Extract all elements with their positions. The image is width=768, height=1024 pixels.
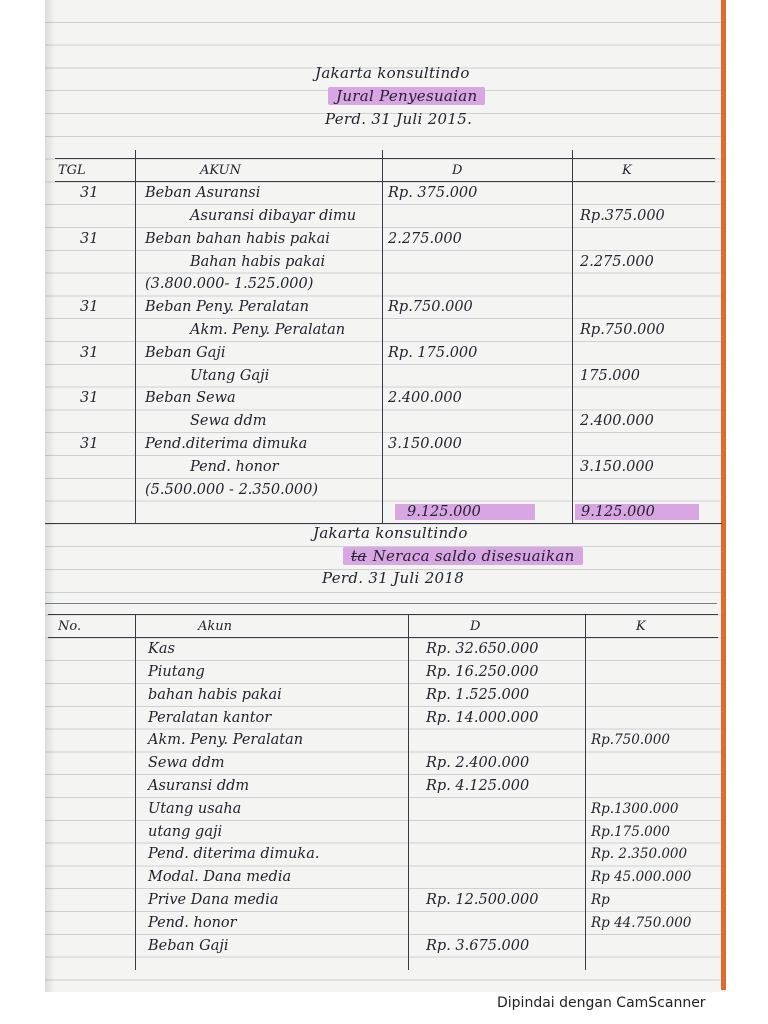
date-cell bbox=[55, 384, 135, 387]
credit-cell bbox=[572, 452, 715, 455]
debit-cell bbox=[408, 862, 585, 865]
debit-cell: 3.150.000 bbox=[388, 435, 462, 452]
no-cell bbox=[48, 931, 135, 934]
debit-cell: Rp. 16.250.000 bbox=[426, 663, 539, 680]
balance-row bbox=[48, 934, 718, 957]
journal-row bbox=[55, 478, 715, 501]
debit-cell: Rp. 175.000 bbox=[388, 344, 478, 361]
journal-row bbox=[55, 432, 715, 455]
notebook-edge bbox=[721, 0, 726, 990]
date-cell: 31 bbox=[80, 344, 99, 361]
account-cell: Asuransi dibayar dimu bbox=[190, 207, 357, 224]
debit-cell: Rp. 12.500.000 bbox=[426, 891, 539, 908]
journal-title bbox=[328, 87, 485, 105]
account-cell: Akm. Peny. Peralatan bbox=[148, 732, 304, 749]
date-cell bbox=[55, 429, 135, 432]
debit-cell bbox=[382, 292, 572, 295]
credit-cell bbox=[585, 794, 718, 797]
no-cell bbox=[48, 726, 135, 729]
no-cell bbox=[48, 840, 135, 843]
balance-company: Jakarta konsultindo bbox=[313, 524, 468, 542]
credit-cell bbox=[585, 657, 718, 660]
balance-period: Perd. 31 Juli 2018 bbox=[322, 569, 465, 587]
journal-table bbox=[55, 159, 715, 524]
date-cell bbox=[55, 292, 135, 295]
balance-row bbox=[48, 797, 718, 820]
header-debit: D bbox=[470, 619, 481, 635]
header-date: TGL bbox=[58, 163, 86, 179]
debit-cell: Rp. 375.000 bbox=[388, 185, 478, 202]
credit-cell: Rp.375.000 bbox=[580, 207, 665, 224]
balance-table bbox=[48, 615, 718, 957]
header-credit: K bbox=[622, 163, 632, 179]
journal-row bbox=[55, 273, 715, 296]
credit-cell bbox=[572, 247, 715, 250]
journal-body bbox=[55, 181, 715, 500]
credit-cell: Rp bbox=[591, 891, 610, 908]
account-cell: Pend. honor bbox=[190, 458, 279, 475]
no-cell bbox=[48, 680, 135, 683]
debit-cell bbox=[382, 429, 572, 432]
credit-cell bbox=[572, 292, 715, 295]
account-cell: Utang Gaji bbox=[190, 367, 270, 384]
account-cell: bahan habis pakai bbox=[148, 686, 282, 703]
balance-row bbox=[48, 774, 718, 797]
balance-row bbox=[48, 706, 718, 729]
balance-row bbox=[48, 683, 718, 706]
journal-row bbox=[55, 387, 715, 410]
balance-row bbox=[48, 660, 718, 683]
no-cell bbox=[48, 954, 135, 957]
journal-company: Jakarta konsultindo bbox=[315, 64, 470, 82]
balance-row bbox=[48, 820, 718, 843]
credit-cell: Rp 45.000.000 bbox=[591, 869, 692, 886]
journal-row bbox=[55, 364, 715, 387]
account-cell: Prive Dana media bbox=[148, 891, 279, 908]
debit-cell: 2.400.000 bbox=[388, 390, 462, 407]
account-cell: Pend.diterima dimuka bbox=[145, 435, 308, 452]
date-cell: 31 bbox=[80, 299, 99, 316]
account-cell: Beban Gaji bbox=[145, 344, 226, 361]
debit-cell bbox=[408, 885, 585, 888]
account-cell: (5.500.000 - 2.350.000) bbox=[145, 481, 319, 498]
debit-cell bbox=[408, 748, 585, 751]
credit-cell bbox=[585, 726, 718, 729]
credit-cell: 3.150.000 bbox=[580, 458, 654, 475]
account-cell: Pend. diterima dimuka. bbox=[148, 846, 320, 863]
debit-cell bbox=[408, 817, 585, 820]
journal-row bbox=[55, 318, 715, 341]
credit-cell: Rp.750.000 bbox=[580, 321, 665, 338]
account-cell: Kas bbox=[148, 641, 175, 658]
account-cell: Peralatan kantor bbox=[148, 709, 272, 726]
balance-title-text: Neraca saldo disesuaikan bbox=[372, 547, 575, 565]
journal-row bbox=[55, 409, 715, 432]
debit-cell bbox=[408, 931, 585, 934]
credit-cell bbox=[585, 771, 718, 774]
no-cell bbox=[48, 862, 135, 865]
account-cell: Beban Asuransi bbox=[145, 185, 261, 202]
balance-row bbox=[48, 865, 718, 888]
date-cell: 31 bbox=[80, 230, 99, 247]
header-debit: D bbox=[452, 163, 463, 179]
journal-title-text: Jural Penyesuaian bbox=[328, 87, 485, 105]
struck-prefix: ta bbox=[351, 547, 367, 565]
balance-title bbox=[343, 547, 583, 565]
credit-cell bbox=[585, 703, 718, 706]
account-cell: Beban Sewa bbox=[145, 390, 236, 407]
scanner-watermark: Dipindai dengan CamScanner bbox=[497, 995, 706, 1011]
credit-cell: Rp. 2.350.000 bbox=[591, 846, 688, 863]
credit-cell: 2.400.000 bbox=[580, 413, 654, 430]
total-debit-cell bbox=[382, 504, 572, 523]
journal-row bbox=[55, 341, 715, 364]
account-cell: Sewa ddm bbox=[148, 755, 225, 772]
debit-cell: 2.275.000 bbox=[388, 230, 462, 247]
credit-cell: 2.275.000 bbox=[580, 253, 654, 270]
date-cell bbox=[55, 270, 135, 273]
credit-cell bbox=[572, 498, 715, 501]
date-cell bbox=[55, 498, 135, 501]
balance-row bbox=[48, 729, 718, 752]
header-credit: K bbox=[636, 619, 646, 635]
account-cell: Beban Peny. Peralatan bbox=[145, 299, 309, 316]
debit-cell: Rp. 14.000.000 bbox=[426, 709, 539, 726]
total-account-cell bbox=[135, 520, 382, 523]
credit-cell: Rp 44.750.000 bbox=[591, 914, 692, 931]
journal-header-row bbox=[55, 159, 715, 182]
credit-cell bbox=[572, 406, 715, 409]
journal-row bbox=[55, 455, 715, 478]
account-cell: Beban Gaji bbox=[148, 937, 229, 954]
debit-cell: Rp. 1.525.000 bbox=[426, 686, 530, 703]
credit-cell: 175.000 bbox=[580, 367, 640, 384]
balance-row bbox=[48, 888, 718, 911]
credit-cell bbox=[572, 315, 715, 318]
journal-total-row bbox=[55, 501, 715, 524]
journal-row bbox=[55, 181, 715, 204]
total-date-cell bbox=[55, 520, 135, 523]
account-cell: Piutang bbox=[148, 663, 205, 680]
balance-row bbox=[48, 843, 718, 866]
no-cell bbox=[48, 771, 135, 774]
date-cell bbox=[55, 338, 135, 341]
date-cell bbox=[55, 224, 135, 227]
balance-upper-rule bbox=[45, 603, 717, 604]
journal-row bbox=[55, 295, 715, 318]
credit-cell: Rp.1300.000 bbox=[591, 800, 679, 817]
no-cell bbox=[48, 794, 135, 797]
journal-period: Perd. 31 Juli 2015. bbox=[325, 110, 473, 128]
debit-cell: Rp. 32.650.000 bbox=[426, 641, 539, 658]
account-cell: Modal. Dana media bbox=[148, 869, 292, 886]
total-credit: 9.125.000 bbox=[575, 504, 699, 520]
date-cell: 31 bbox=[80, 390, 99, 407]
no-cell bbox=[48, 703, 135, 706]
date-cell: 31 bbox=[80, 435, 99, 452]
debit-cell bbox=[382, 384, 572, 387]
header-account: Akun bbox=[198, 619, 233, 635]
account-cell: Beban bahan habis pakai bbox=[145, 230, 330, 247]
account-cell: Pend. honor bbox=[148, 914, 237, 931]
balance-header-row bbox=[48, 615, 718, 638]
debit-cell: Rp. 3.675.000 bbox=[426, 937, 530, 954]
debit-cell bbox=[382, 270, 572, 273]
no-cell bbox=[48, 817, 135, 820]
debit-cell bbox=[408, 840, 585, 843]
credit-cell bbox=[585, 680, 718, 683]
no-cell bbox=[48, 748, 135, 751]
total-credit-cell bbox=[572, 504, 715, 523]
credit-cell bbox=[585, 954, 718, 957]
debit-cell bbox=[382, 475, 572, 478]
credit-cell bbox=[572, 361, 715, 364]
debit-cell: Rp. 2.400.000 bbox=[426, 755, 530, 772]
no-cell bbox=[48, 657, 135, 660]
account-cell: (3.800.000- 1.525.000) bbox=[145, 276, 314, 293]
debit-cell bbox=[382, 338, 572, 341]
balance-row bbox=[48, 751, 718, 774]
no-cell bbox=[48, 885, 135, 888]
no-cell bbox=[48, 908, 135, 911]
account-cell: utang gaji bbox=[148, 823, 223, 840]
account-cell: Akm. Peny. Peralatan bbox=[190, 321, 346, 338]
journal-row bbox=[55, 227, 715, 250]
balance-row bbox=[48, 637, 718, 660]
credit-cell: Rp.750.000 bbox=[591, 732, 670, 749]
header-no: No. bbox=[58, 619, 82, 635]
credit-cell bbox=[572, 201, 715, 204]
debit-cell: Rp. 4.125.000 bbox=[426, 777, 530, 794]
balance-row bbox=[48, 911, 718, 934]
balance-body bbox=[48, 637, 718, 956]
debit-cell: Rp.750.000 bbox=[388, 299, 473, 316]
journal-row bbox=[55, 204, 715, 227]
header-account: AKUN bbox=[200, 163, 241, 179]
journal-row bbox=[55, 250, 715, 273]
debit-cell bbox=[382, 224, 572, 227]
credit-cell: Rp.175.000 bbox=[591, 823, 670, 840]
debit-cell bbox=[382, 498, 572, 501]
date-cell bbox=[55, 475, 135, 478]
account-cell: Sewa ddm bbox=[190, 413, 267, 430]
account-cell: Utang usaha bbox=[148, 800, 242, 817]
date-cell: 31 bbox=[80, 185, 99, 202]
account-cell: Bahan habis pakai bbox=[190, 253, 326, 270]
total-debit: 9.125.000 bbox=[395, 504, 535, 520]
account-cell: Asuransi ddm bbox=[148, 777, 250, 794]
